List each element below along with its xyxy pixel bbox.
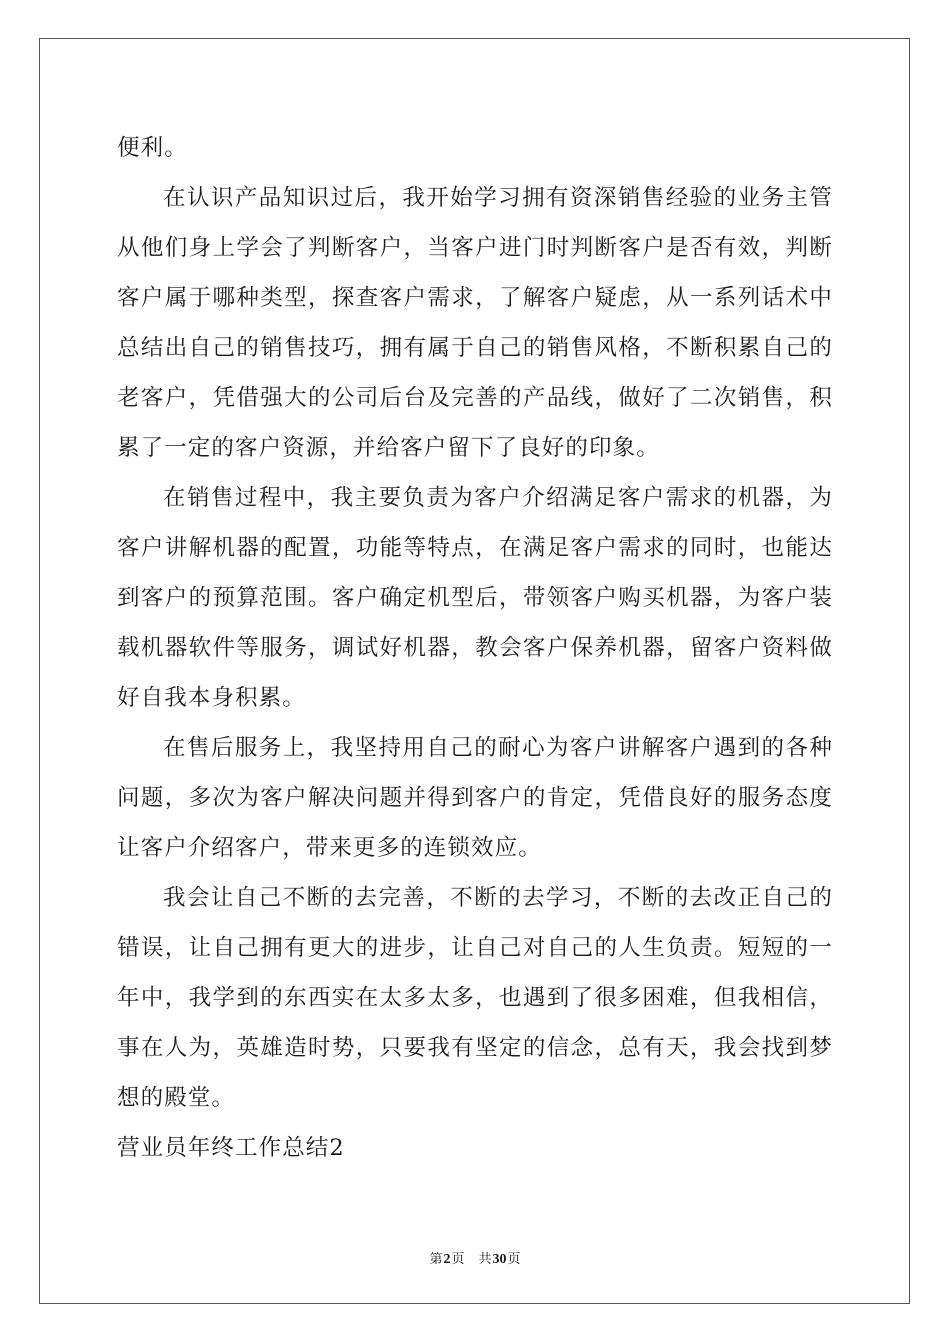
text-line: 我会让自己不断的去完善，不断的去学习，不断的去改正自己的 — [163, 885, 833, 911]
text-line: 在认识产品知识过后，我开始学习拥有资深销售经验的业务主管 — [163, 185, 833, 211]
text-line: 便利。 — [117, 135, 188, 161]
text-line: 总结出自己的销售技巧，拥有属于自己的销售风格，不断积累自己的 — [117, 335, 833, 361]
section-heading: 营业员年终工作总结2 — [117, 1135, 345, 1161]
text-line: 事在人为，英雄造时势，只要我有坚定的信念，总有天，我会找到梦 — [117, 1035, 833, 1061]
text-line: 客户讲解机器的配置，功能等特点，在满足客户需求的同时，也能达 — [117, 535, 833, 561]
text-line: 错误，让自己拥有更大的进步，让自己对自己的人生负责。短短的一 — [117, 935, 833, 961]
footer-page-number: 2 — [443, 1252, 451, 1267]
text-line: 想的殿堂。 — [117, 1085, 236, 1111]
footer-page-suffix: 页 — [451, 1252, 465, 1267]
text-line: 在售后服务上，我坚持用自己的耐心为客户讲解客户遇到的各种 — [163, 735, 833, 761]
page-footer — [0, 1248, 950, 1268]
text-line: 年中，我学到的东西实在太多太多，也遇到了很多困难，但我相信， — [117, 985, 833, 1011]
text-line: 老客户，凭借强大的公司后台及完善的产品线，做好了二次销售，积 — [117, 385, 833, 411]
text-line: 在销售过程中，我主要负责为客户介绍满足客户需求的机器，为 — [163, 485, 833, 511]
text-line: 累了一定的客户资源，并给客户留下了良好的印象。 — [117, 435, 660, 461]
document-body — [117, 128, 833, 1178]
footer-total-pages: 30 — [492, 1252, 507, 1267]
footer-total-prefix: 共 — [478, 1252, 492, 1267]
footer-page-prefix: 第 — [429, 1252, 443, 1267]
text-line: 让客户介绍客户，带来更多的连锁效应。 — [117, 835, 542, 861]
text-line: 问题，多次为客户解决问题并得到客户的肯定，凭借良好的服务态度 — [117, 785, 833, 811]
text-line: 载机器软件等服务，调试好机器，教会客户保养机器，留客户资料做 — [117, 635, 833, 661]
text-line: 好自我本身积累。 — [117, 685, 306, 711]
text-line: 从他们身上学会了判断客户，当客户进门时判断客户是否有效，判断 — [117, 235, 833, 261]
text-line: 到客户的预算范围。客户确定机型后，带领客户购买机器，为客户装 — [117, 585, 833, 611]
footer-total-suffix: 页 — [507, 1252, 521, 1267]
text-line: 客户属于哪种类型，探查客户需求，了解客户疑虑，从一系列话术中 — [117, 285, 833, 311]
